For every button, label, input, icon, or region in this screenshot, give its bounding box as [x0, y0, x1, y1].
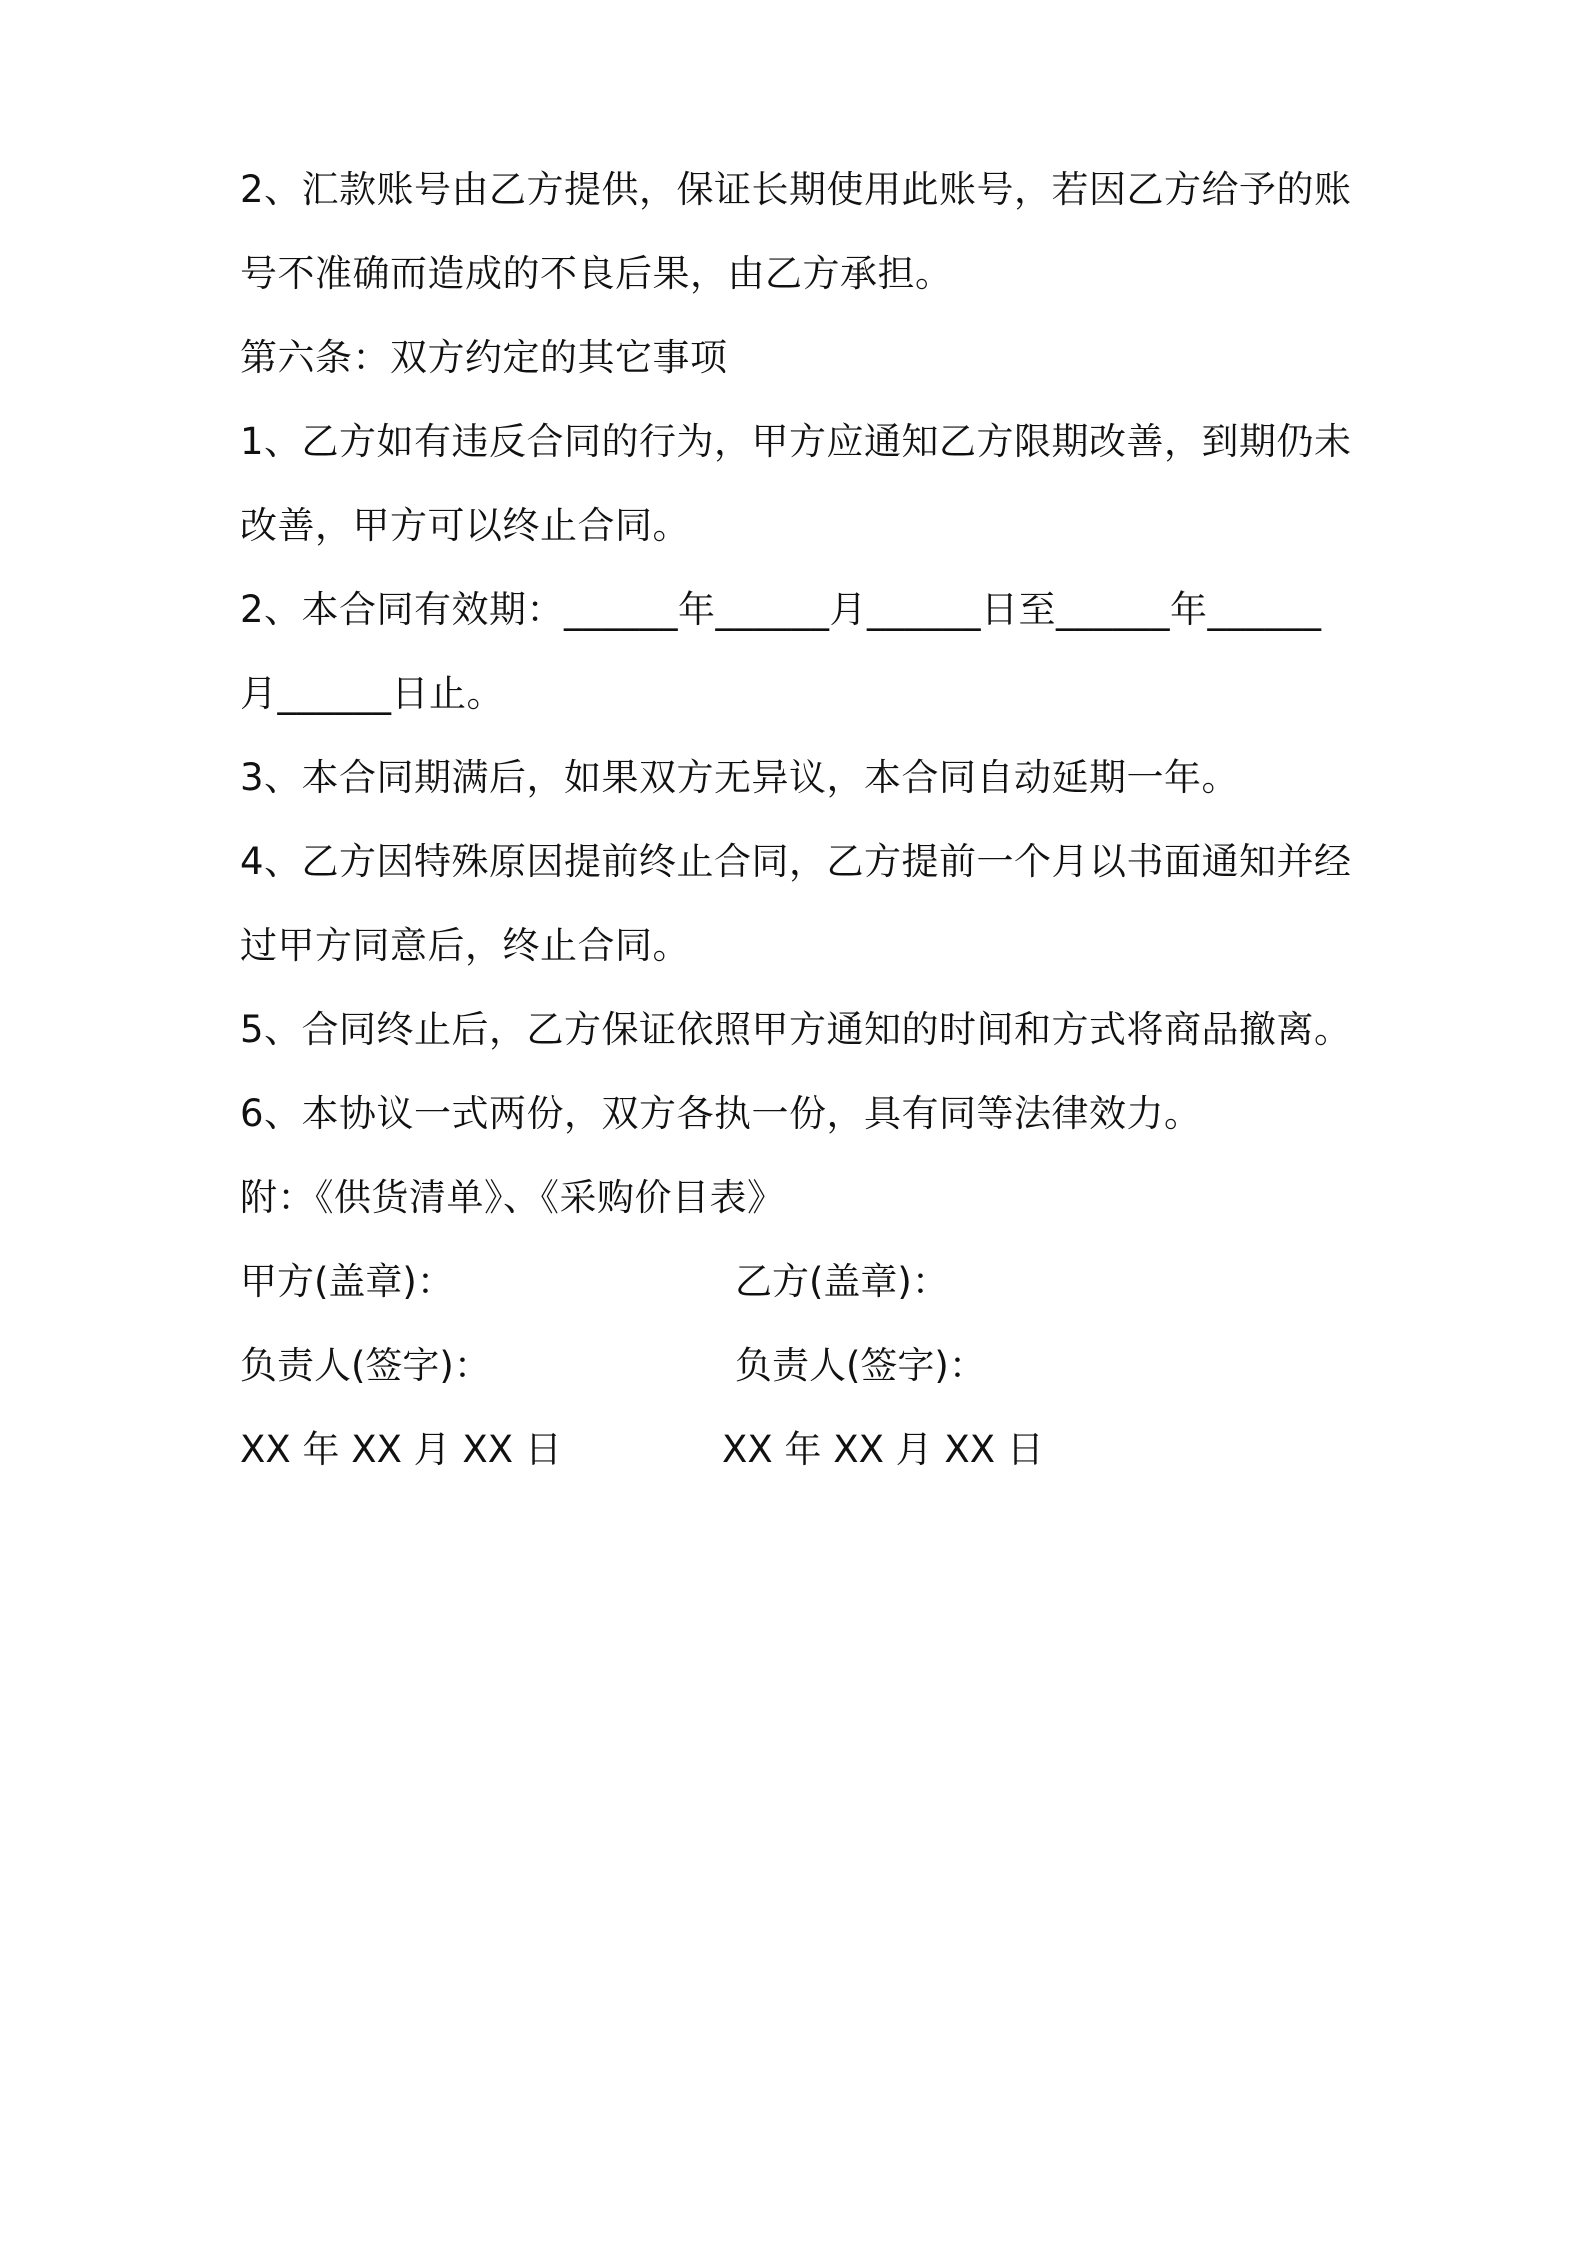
document-body [240, 148, 1360, 1492]
party-b-seal-label: 乙方(盖章)： [735, 1260, 949, 1303]
clause-text: 过甲方同意后，终止合同。 [240, 924, 690, 967]
clause-text: 4、乙方因特殊原因提前终止合同，乙方提前一个月以书面通知并经 [240, 840, 1352, 883]
party-b-signer-label: 负责人(签字)： [735, 1344, 986, 1387]
clause-text: 1、乙方如有违反合同的行为，甲方应通知乙方限期改善，到期仍未 [240, 420, 1352, 463]
section-heading: 第六条：双方约定的其它事项 [240, 336, 728, 379]
party-a-seal-label: 甲方(盖章)： [240, 1260, 454, 1303]
clause-text: 3、本合同期满后，如果双方无异议，本合同自动延期一年。 [240, 756, 1240, 799]
clause-text: 5、合同终止后，乙方保证依照甲方通知的时间和方式将商品撤离。 [240, 1008, 1352, 1051]
clause-text: 号不准确而造成的不良后果，由乙方承担。 [240, 252, 953, 295]
party-b-date: XX 年 XX 月 XX 日 [722, 1428, 1044, 1471]
signer-row [240, 1324, 1360, 1408]
party-a-signer-label: 负责人(签字)： [240, 1344, 491, 1387]
attachments-line: 附：《供货清单》、《采购价目表》 [240, 1176, 785, 1219]
clause-text: 月______日止。 [240, 672, 504, 715]
party-a-date: XX 年 XX 月 XX 日 [240, 1428, 562, 1471]
clause-text: 2、汇款账号由乙方提供，保证长期使用此账号，若因乙方给予的账 [240, 168, 1352, 211]
date-row [240, 1408, 1360, 1492]
clause-text: 6、本协议一式两份，双方各执一份，具有同等法律效力。 [240, 1092, 1202, 1135]
clause-text: 2、本合同有效期：______年______月______日至______年______ [240, 588, 1322, 631]
seal-row [240, 1240, 1360, 1324]
clause-text: 改善，甲方可以终止合同。 [240, 504, 690, 547]
